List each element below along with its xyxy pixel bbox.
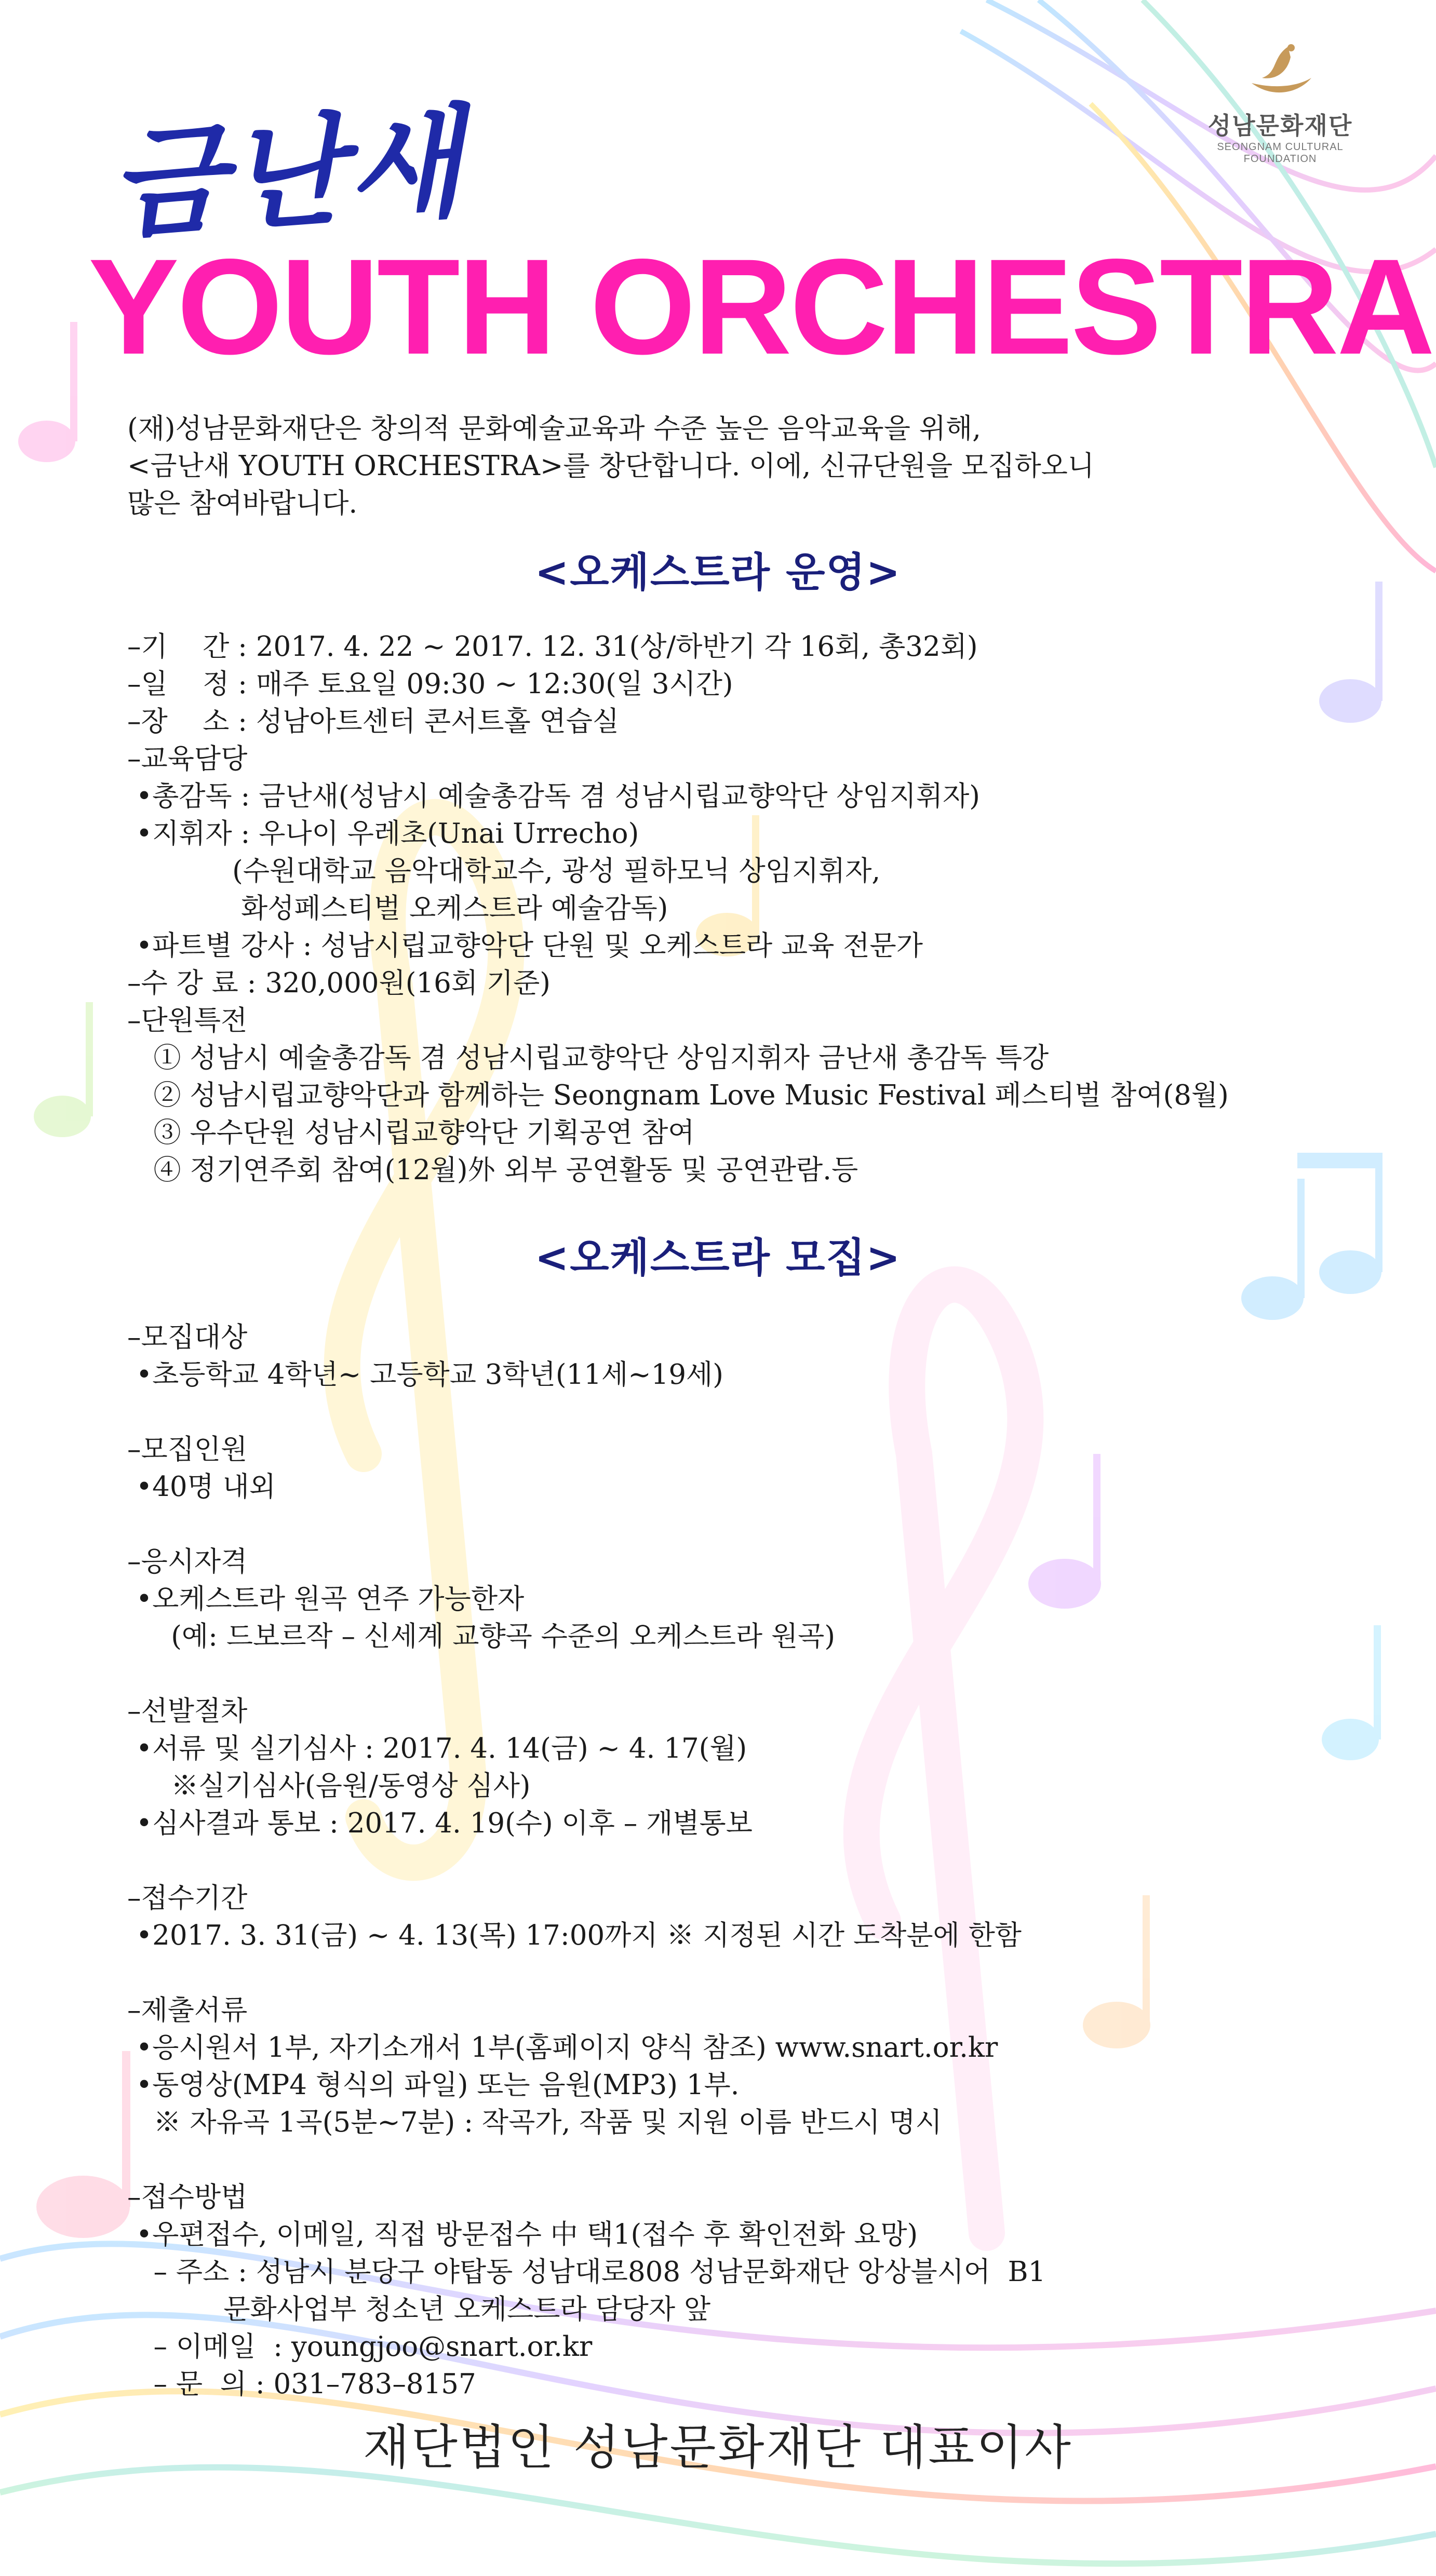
spacer <box>127 1842 1045 1880</box>
swan-logo-icon <box>1241 42 1319 104</box>
operation-line: ④ 정기연주회 참여(12월)外 외부 공연활동 및 공연관람.등 <box>127 1154 858 1186</box>
spacer <box>127 1655 1045 1693</box>
operation-line: 화성페스티벌 오케스트라 예술감독) <box>127 893 668 924</box>
recruit-item: ※실기심사(음원/동영상 심사) <box>127 1770 531 1802</box>
recruit-item: – 문 의 : 031–783–8157 <box>127 2368 476 2400</box>
operation-details <box>127 628 1229 1189</box>
logo-name-english: SEONGNAM CULTURAL FOUNDATION <box>1217 141 1344 165</box>
recruit-item: •서류 및 실기심사 : 2017. 4. 14(금) ~ 4. 17(월) <box>127 1733 747 1764</box>
operation-line: ② 성남시립교향악단과 함께하는 Seongnam Love Music Festival 페스티벌 참여(8월) <box>127 1080 1229 1111</box>
recruit-group-title: –모집인원 <box>127 1434 248 1465</box>
operation-heading: <오케스트라 운영> <box>534 549 902 596</box>
operation-line: –수 강 료 : 320,000원(16회 기준) <box>127 967 551 999</box>
recruit-group-title: –선발절차 <box>127 1695 248 1727</box>
title-korean: 금난새 <box>105 93 470 257</box>
title-english: YOUTH ORCHESTRA <box>88 231 1433 383</box>
intro-line: <금난새 YOUTH ORCHESTRA>를 창단합니다. 이에, 신규단원을 모집하오니 <box>127 450 1095 482</box>
recruit-group-title: –응시자격 <box>127 1546 248 1577</box>
spacer <box>127 1954 1045 1992</box>
recruit-item: 문화사업부 청소년 오케스트라 담당자 앞 <box>127 2294 711 2325</box>
signature: 재단법인 성남문화재단 대표이사 <box>363 2420 1073 2475</box>
operation-line: –단원특전 <box>127 1005 248 1036</box>
recruit-item: – 주소 : 성남시 분당구 야탑동 성남대로808 성남문화재단 앙상블시어 B1 <box>127 2256 1046 2288</box>
intro-line: (재)성남문화재단은 창의적 문화예술교육과 수준 높은 음악교육을 위해, <box>127 413 982 444</box>
recruit-item: •응시원서 1부, 자기소개서 1부(홈페이지 양식 참조) www.snart.or.kr <box>127 2032 998 2064</box>
logo-name-korean: 성남문화재단 <box>1207 112 1353 140</box>
recruit-heading: <오케스트라 모집> <box>534 1235 902 1282</box>
spacer <box>127 2141 1045 2179</box>
operation-line: –교육담당 <box>127 743 248 775</box>
operation-line: –장 소 : 성남아트센터 콘서트홀 연습실 <box>127 706 620 737</box>
recruit-item: (예: 드보르작 – 신세계 교향곡 수준의 오케스트라 원곡) <box>127 1621 836 1652</box>
operation-line: (수원대학교 음악대학교수, 광성 필하모닉 상임지휘자, <box>127 855 881 887</box>
intro-line: 많은 참여바랍니다. <box>127 488 358 519</box>
foundation-logo <box>1192 42 1368 165</box>
recruit-item: •초등학교 4학년~ 고등학교 3학년(11세~19세) <box>127 1359 723 1391</box>
recruit-group-title: –접수방법 <box>127 2181 248 2213</box>
operation-line: ③ 우수단원 성남시립교향악단 기획공연 참여 <box>127 1117 695 1149</box>
operation-line: •지휘자 : 우나이 우레초(Unai Urrecho) <box>127 818 639 849</box>
operation-line: ① 성남시 예술총감독 겸 성남시립교향악단 상임지휘자 금난새 총감독 특강 <box>127 1042 1049 1074</box>
recruit-item: – 이메일 : youngjoo@snart.or.kr <box>127 2331 593 2363</box>
operation-line: –기 간 : 2017. 4. 22 ~ 2017. 12. 31(상/하반기 각 16회, 총32회) <box>127 631 978 663</box>
recruit-item: •우편접수, 이메일, 직접 방문접수 中 택1(접수 후 확인전화 요망) <box>127 2219 918 2250</box>
operation-line: •파트별 강사 : 성남시립교향악단 단원 및 오케스트라 교육 전문가 <box>127 930 923 962</box>
recruit-item: •2017. 3. 31(금) ~ 4. 13(목) 17:00까지 ※ 지정된 시간 도착분에 한함 <box>127 1920 1022 1951</box>
operation-line: –일 정 : 매주 토요일 09:30 ~ 12:30(일 3시간) <box>127 668 733 700</box>
operation-line: •총감독 : 금난새(성남시 예술총감독 겸 성남시립교향악단 상임지휘자) <box>127 780 980 812</box>
recruit-group-title: –모집대상 <box>127 1321 248 1353</box>
recruit-item: •40명 내외 <box>127 1471 276 1503</box>
recruit-group-title: –접수기간 <box>127 1882 248 1914</box>
recruit-details <box>127 1319 1045 2403</box>
recruit-group-title: –제출서류 <box>127 1994 248 2026</box>
spacer <box>127 1394 1045 1431</box>
recruit-item: •동영상(MP4 형식의 파일) 또는 음원(MP3) 1부. <box>127 2069 740 2101</box>
recruit-item: •심사결과 통보 : 2017. 4. 19(수) 이후 – 개별통보 <box>127 1808 753 1839</box>
spacer <box>127 1506 1045 1543</box>
intro-paragraph <box>127 410 1094 522</box>
recruit-item: ※ 자유곡 1곡(5분~7분) : 작곡가, 작품 및 지원 이름 반드시 명시 <box>127 2107 942 2138</box>
recruit-item: •오케스트라 원곡 연주 가능한자 <box>127 1583 525 1615</box>
